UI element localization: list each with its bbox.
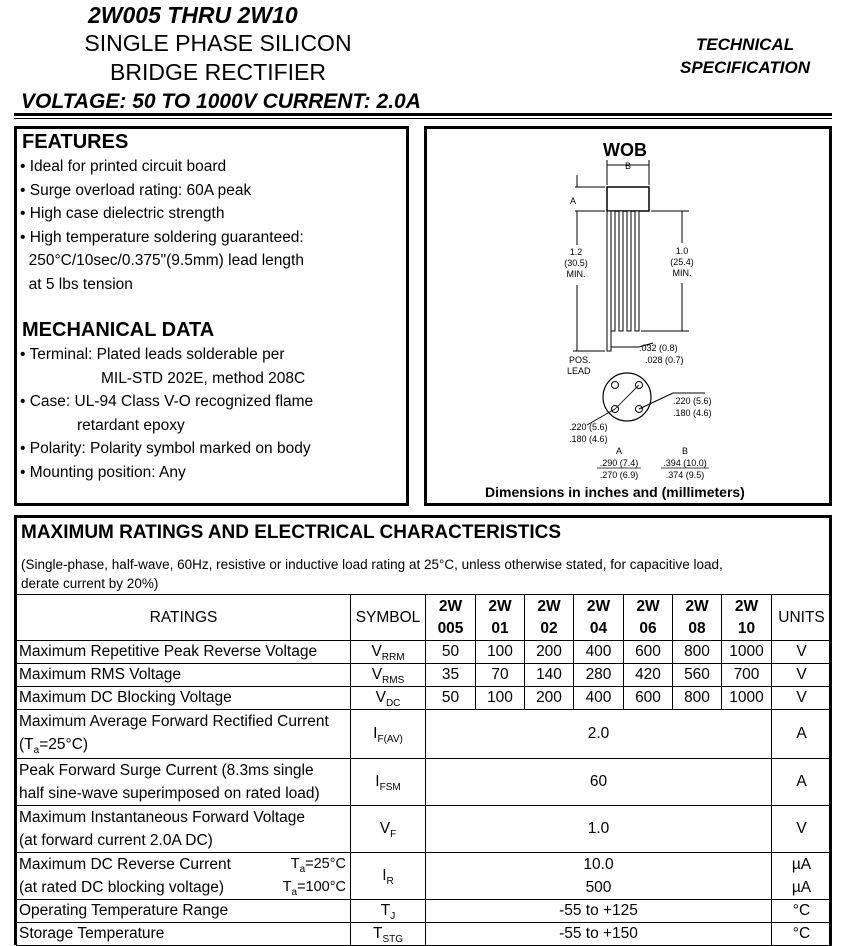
lead-dim-max: .032 (0.8) — [639, 343, 678, 353]
model-suffix: 02 — [540, 619, 558, 637]
table-row — [17, 853, 832, 900]
model-prefix: 2W — [537, 597, 561, 615]
text-part: =25°C) — [39, 736, 89, 753]
symbol-main: V — [371, 666, 383, 683]
feature-item: 250°C/10sec/0.375"(9.5mm) lead length — [20, 252, 304, 269]
unit-cell: °C — [772, 923, 832, 946]
table-row — [17, 900, 832, 923]
symbol-sub: F — [390, 829, 397, 840]
header-units: UNITS — [772, 595, 832, 641]
mechanical-item: MIL-STD 202E, method 208C — [101, 369, 306, 387]
value-cell: 700 — [722, 664, 772, 687]
symbol-main: I — [373, 725, 378, 742]
mechanical-list — [20, 343, 313, 484]
tech-line-1: TECHNICAL — [695, 35, 795, 54]
lead-dim-min: .028 (0.7) — [645, 355, 684, 365]
symbol-sub: F(AV) — [377, 734, 403, 745]
header-model — [525, 595, 574, 641]
symbol-sub: J — [390, 911, 396, 922]
value-cell — [426, 853, 772, 900]
symbol-sub: FSM — [379, 782, 401, 793]
cond-sub: a — [291, 887, 298, 898]
value-cell: 420 — [624, 664, 673, 687]
value-cell: 1.0 — [426, 806, 772, 853]
left-dim-mm: (30.5) — [564, 258, 588, 268]
ratings-note — [21, 555, 723, 593]
header-model — [574, 595, 624, 641]
value-25c: 10.0 — [583, 856, 614, 873]
header-model — [673, 595, 722, 641]
mechanical-item: retardant epoxy — [77, 416, 185, 434]
rating-name: Storage Temperature — [17, 923, 351, 946]
condition-25c — [291, 853, 346, 877]
pos-lead — [607, 211, 611, 351]
col-b-min: .374 (9.5) — [665, 470, 705, 480]
table-row — [17, 710, 832, 759]
symbol-cell — [351, 759, 426, 806]
circle-dim-left-max: .220 (5.6) — [569, 422, 608, 432]
circle-dim-right-max: .220 (5.6) — [673, 396, 712, 406]
features-list — [20, 155, 304, 296]
model-prefix: 2W — [438, 597, 463, 615]
model-prefix: 2W — [636, 597, 660, 615]
symbol-cell — [351, 664, 426, 687]
rating-name: Operating Temperature Range — [17, 900, 351, 923]
value-cell: 600 — [624, 687, 673, 710]
document-title: 2W005 THRU 2W10 — [88, 2, 298, 28]
value-cell: 35 — [426, 664, 476, 687]
label-a: A — [569, 196, 577, 206]
col-b-max: .394 (10.0) — [663, 458, 707, 468]
header-symbol: SYMBOL — [351, 595, 426, 641]
value-cell: 70 — [476, 664, 525, 687]
col-a-header: A — [615, 446, 623, 456]
model-suffix: 005 — [437, 619, 464, 637]
unit-line: µA — [791, 856, 812, 873]
tech-line-2: SPECIFICATION — [679, 58, 811, 77]
value-cell: 140 — [525, 664, 574, 687]
diagram-caption: Dimensions in inches and (millimeters) — [485, 484, 745, 500]
rating-name-line: Maximum Instantaneous Forward Voltage — [19, 809, 306, 826]
text-sub: a — [33, 745, 40, 756]
technical-specification-label — [660, 33, 830, 79]
rating-name: Maximum DC Blocking Voltage — [17, 687, 351, 710]
mechanical-item: • Terminal: Plated leads solderable per — [20, 346, 285, 363]
value-cell: 800 — [673, 641, 722, 664]
value-cell: 100 — [476, 687, 525, 710]
value-cell: 60 — [426, 759, 772, 806]
value-cell: 200 — [525, 687, 574, 710]
lead — [619, 211, 623, 331]
symbol-cell — [351, 641, 426, 664]
right-dim-mm: (25.4) — [670, 257, 694, 267]
header-model — [476, 595, 525, 641]
label-b: B — [624, 161, 632, 171]
symbol-sub: RRM — [381, 652, 405, 663]
cond-part: =25°C — [305, 856, 346, 872]
rating-name-line: half sine-wave superimposed on rated load) — [19, 785, 320, 802]
right-dim-min: MIN. — [672, 268, 692, 278]
feature-item: • High case dielectric strength — [20, 205, 225, 222]
model-suffix: 01 — [491, 619, 509, 637]
model-suffix: 10 — [737, 619, 756, 637]
package-diagram-panel — [424, 126, 832, 506]
symbol-main: T — [372, 925, 383, 942]
symbol-sub: R — [386, 876, 394, 887]
value-cell: 800 — [673, 687, 722, 710]
rating-name-line — [19, 733, 348, 758]
unit-cell: V — [772, 687, 832, 710]
model-suffix: 08 — [688, 619, 706, 637]
subtitle-line-1: SINGLE PHASE SILICON — [84, 30, 352, 56]
symbol-main: T — [380, 902, 391, 919]
header-rule-thick — [14, 113, 832, 116]
unit-cell: V — [772, 806, 832, 853]
value-cell: 400 — [574, 687, 624, 710]
table-row — [17, 806, 832, 853]
rating-name — [17, 759, 351, 806]
table-header-row — [17, 595, 832, 641]
mechanical-item: • Polarity: Polarity symbol marked on body — [20, 440, 311, 457]
rating-name — [17, 710, 351, 759]
symbol-main: V — [375, 689, 386, 706]
model-suffix: 04 — [589, 619, 608, 637]
subtitle-line-2: BRIDGE RECTIFIER — [110, 59, 326, 85]
symbol-cell — [351, 687, 426, 710]
col-a-min: .270 (6.9) — [599, 470, 639, 480]
value-cell: 2.0 — [426, 710, 772, 759]
mechanical-item: • Mounting position: Any — [20, 463, 186, 481]
voltage-current-rating: VOLTAGE: 50 TO 1000V CURRENT: 2.0A — [21, 90, 421, 113]
lead — [627, 211, 631, 331]
rating-name: Maximum Repetitive Peak Reverse Voltage — [17, 641, 351, 664]
rating-name — [17, 853, 351, 900]
unit-cell: A — [772, 710, 832, 759]
symbol-cell — [351, 710, 426, 759]
right-dim-inch: 1.0 — [675, 246, 689, 256]
model-prefix: 2W — [734, 597, 759, 615]
symbol-cell — [351, 853, 426, 900]
col-a-max: .290 (7.4) — [599, 458, 639, 468]
mechanical-item: • Case: UL-94 Class V-O recognized flame — [20, 393, 314, 410]
cond-part: T — [290, 856, 300, 872]
circle-dim-right-min: .180 (4.6) — [673, 408, 712, 418]
unit-cell: °C — [772, 900, 832, 923]
symbol-main: I — [382, 867, 387, 884]
symbol-cell — [351, 900, 426, 923]
value-cell: 560 — [673, 664, 722, 687]
circle-dim-left-min: .180 (4.6) — [569, 434, 608, 444]
model-prefix: 2W — [685, 597, 709, 615]
value-cell: 600 — [624, 641, 673, 664]
diagram-title: WOB — [603, 140, 647, 160]
package-body — [607, 187, 649, 211]
left-dim-inch: 1.2 — [569, 247, 583, 257]
features-heading: FEATURES — [22, 131, 129, 153]
header-rule-thin — [14, 118, 832, 119]
rating-name-line: Maximum DC Reverse Current — [19, 856, 231, 873]
note-line-2: derate current by 20%) — [21, 576, 159, 591]
value-cell: -55 to +150 — [426, 923, 772, 946]
unit-cell: V — [772, 664, 832, 687]
lead — [635, 211, 639, 331]
value-cell: -55 to +125 — [426, 900, 772, 923]
rating-name: Maximum RMS Voltage — [17, 664, 351, 687]
table-row — [17, 759, 832, 806]
model-prefix: 2W — [488, 597, 512, 615]
feature-item: • High temperature soldering guaranteed: — [20, 228, 304, 246]
rating-name-line: (at forward current 2.0A DC) — [19, 832, 213, 849]
header-model — [624, 595, 673, 641]
rating-name — [17, 806, 351, 853]
cond-part: =100°C — [297, 879, 346, 895]
mechanical-heading: MECHANICAL DATA — [22, 319, 215, 341]
header-model — [426, 595, 476, 641]
model-suffix: 06 — [639, 619, 657, 637]
pos-lead-label: POS. — [569, 355, 591, 365]
symbol-cell — [351, 923, 426, 946]
feature-item: • Surge overload rating: 60A peak — [20, 181, 252, 199]
rating-name-line: Peak Forward Surge Current (8.3ms single — [19, 762, 314, 779]
feature-item: • Ideal for printed circuit board — [20, 158, 227, 175]
unit-line: µA — [791, 879, 812, 896]
table-row — [17, 641, 832, 664]
pos-lead-label: LEAD — [567, 366, 591, 376]
header-model — [722, 595, 772, 641]
rating-name-line: (at rated DC blocking voltage) — [19, 879, 225, 896]
header-ratings: RATINGS — [17, 595, 351, 641]
cond-sub: a — [299, 864, 306, 875]
ratings-table — [16, 594, 832, 946]
table-row — [17, 923, 832, 946]
feature-item: at 5 lbs tension — [20, 275, 133, 293]
lead-hole — [612, 382, 619, 389]
value-cell: 1000 — [722, 641, 772, 664]
col-b-header: B — [681, 446, 689, 456]
ratings-heading: MAXIMUM RATINGS AND ELECTRICAL CHARACTERISTICS — [21, 522, 562, 543]
value-cell: 400 — [574, 641, 624, 664]
value-cell: 50 — [426, 641, 476, 664]
text-part: (T — [19, 736, 34, 753]
left-dim-min: MIN. — [566, 269, 586, 279]
note-line-1: (Single-phase, half-wave, 60Hz, resistive or inductive load rating at 25°C, unless otherwise stated, for capacitive load, — [21, 557, 723, 572]
symbol-sub: STG — [382, 934, 404, 945]
value-cell: 1000 — [722, 687, 772, 710]
lead — [611, 211, 615, 331]
symbol-sub: RMS — [382, 675, 405, 686]
unit-cell: A — [772, 759, 832, 806]
condition-100c — [283, 876, 346, 900]
table-row — [17, 664, 832, 687]
package-outline-drawing — [427, 129, 829, 503]
value-cell: 50 — [426, 687, 476, 710]
symbol-main: V — [371, 643, 382, 660]
value-cell: 200 — [525, 641, 574, 664]
symbol-cell — [351, 806, 426, 853]
rating-name-line: Maximum Average Forward Rectified Current — [19, 713, 329, 730]
cond-part: T — [282, 879, 292, 895]
unit-cell: V — [772, 641, 832, 664]
value-cell: 280 — [574, 664, 624, 687]
symbol-main: I — [375, 773, 380, 790]
model-prefix: 2W — [586, 597, 611, 615]
symbol-main: V — [379, 820, 391, 837]
value-cell: 100 — [476, 641, 525, 664]
value-100c: 500 — [585, 879, 612, 896]
features-panel — [14, 126, 409, 506]
unit-cell — [772, 853, 832, 900]
table-row — [17, 687, 832, 710]
symbol-sub: DC — [385, 698, 401, 709]
